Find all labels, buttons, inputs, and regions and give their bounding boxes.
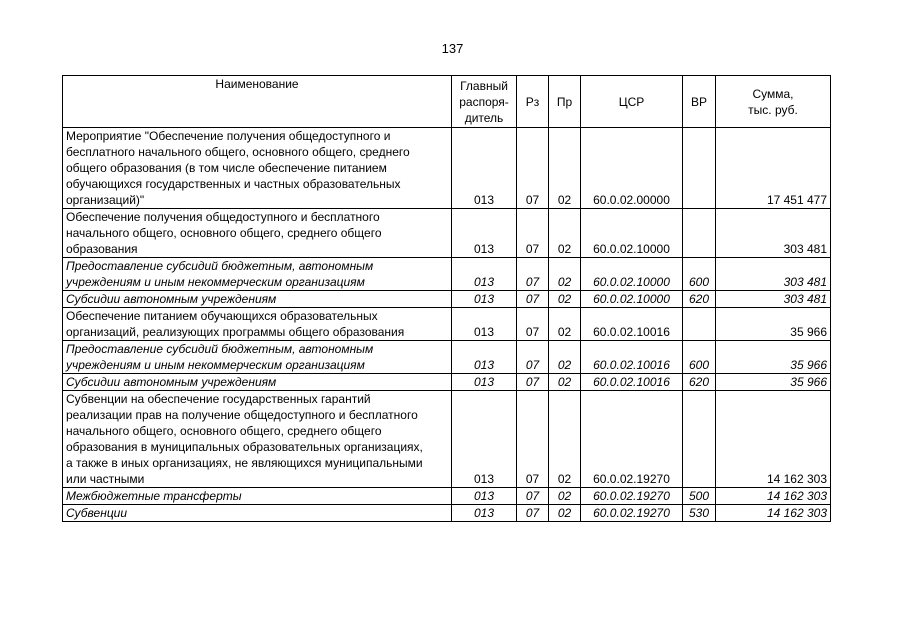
- cell-name-line: Субвенции: [66, 506, 128, 520]
- cell-name-line: учреждениям и иным некоммерческим организациям: [66, 358, 365, 372]
- table-row: [63, 374, 831, 391]
- cell-name: [63, 128, 452, 209]
- cell-name: [63, 308, 452, 341]
- cell-name-line: бесплатного начального общего, основного общего, среднего: [66, 145, 410, 159]
- cell-name-line: организаций, реализующих программы общего образования: [66, 325, 405, 339]
- cell-csr: 60.0.02.10000: [581, 291, 683, 308]
- table-row: [63, 308, 831, 341]
- cell-sum: 303 481: [716, 291, 831, 308]
- cell-csr: 60.0.02.19270: [581, 488, 683, 505]
- header-admin: [452, 76, 517, 128]
- header-sum-line: Сумма,: [752, 86, 794, 101]
- cell-name-line: реализации прав на получение общедоступного и бесплатного: [66, 408, 418, 422]
- cell-name-line: начального общего, основного общего, среднего общего: [66, 424, 382, 438]
- cell-name-line: а также в иных организациях, не являющихся муниципальными: [66, 456, 423, 470]
- cell-vr: 500: [683, 488, 716, 505]
- header-sum: [716, 76, 831, 128]
- header-admin-line: Главный: [460, 78, 508, 93]
- cell-name: [63, 209, 452, 258]
- cell-csr: 60.0.02.10016: [581, 374, 683, 391]
- cell-vr: [683, 391, 716, 488]
- header-csr: ЦСР: [581, 76, 683, 128]
- cell-vr: [683, 209, 716, 258]
- header-vr: ВР: [683, 76, 716, 128]
- page-number: 137: [441, 41, 464, 56]
- cell-admin: 013: [452, 505, 517, 522]
- cell-sum: 303 481: [716, 258, 831, 291]
- cell-name: [63, 291, 452, 308]
- cell-name-line: общего образования (в том числе обеспечение питанием: [66, 161, 387, 175]
- table-row: [63, 209, 831, 258]
- cell-admin: 013: [452, 374, 517, 391]
- cell-admin: 013: [452, 341, 517, 374]
- header-rz: Рз: [517, 76, 549, 128]
- cell-rz: 07: [517, 128, 549, 209]
- header-sum-line: тыс. руб.: [748, 102, 798, 117]
- cell-sum: 35 966: [716, 374, 831, 391]
- cell-name: [63, 341, 452, 374]
- cell-rz: 07: [517, 209, 549, 258]
- cell-pr: 02: [549, 391, 581, 488]
- cell-rz: 07: [517, 505, 549, 522]
- cell-vr: [683, 128, 716, 209]
- cell-name-line: или частными: [66, 472, 145, 486]
- cell-pr: 02: [549, 505, 581, 522]
- cell-sum: 14 162 303: [716, 488, 831, 505]
- cell-sum: 35 966: [716, 308, 831, 341]
- cell-name: [63, 258, 452, 291]
- cell-pr: 02: [549, 374, 581, 391]
- cell-vr: 620: [683, 374, 716, 391]
- table-row: [63, 391, 831, 488]
- cell-rz: 07: [517, 291, 549, 308]
- cell-name-line: образования в муниципальных образовательных организациях,: [66, 440, 423, 454]
- table-row: [63, 341, 831, 374]
- cell-name-line: Субвенции на обеспечение государственных гарантий: [66, 392, 371, 406]
- cell-name-line: начального общего, основного общего, среднего общего: [66, 226, 382, 240]
- cell-pr: 02: [549, 341, 581, 374]
- header-admin-line: дитель: [464, 110, 504, 125]
- cell-rz: 07: [517, 391, 549, 488]
- cell-admin: 013: [452, 391, 517, 488]
- cell-name-line: Обеспечение получения общедоступного и бесплатного: [66, 210, 380, 224]
- cell-admin: 013: [452, 258, 517, 291]
- cell-pr: 02: [549, 291, 581, 308]
- cell-pr: 02: [549, 209, 581, 258]
- budget-table: [62, 75, 831, 522]
- cell-csr: 60.0.02.10016: [581, 341, 683, 374]
- cell-admin: 013: [452, 209, 517, 258]
- cell-name-line: Межбюджетные трансферты: [66, 489, 242, 503]
- cell-sum: 17 451 477: [716, 128, 831, 209]
- cell-vr: 530: [683, 505, 716, 522]
- cell-name-line: Субсидии автономным учреждениям: [66, 292, 277, 306]
- cell-name: [63, 505, 452, 522]
- cell-name-line: Предоставление субсидий бюджетным, автономным: [66, 259, 374, 273]
- cell-name-line: организаций)": [66, 193, 145, 207]
- cell-rz: 07: [517, 308, 549, 341]
- cell-csr: 60.0.02.10016: [581, 308, 683, 341]
- cell-sum: 14 162 303: [716, 505, 831, 522]
- cell-pr: 02: [549, 488, 581, 505]
- table-body: [63, 128, 831, 522]
- cell-vr: 600: [683, 258, 716, 291]
- header-name: Наименование: [63, 76, 452, 128]
- cell-name-line: Субсидии автономным учреждениям: [66, 375, 277, 389]
- cell-pr: 02: [549, 308, 581, 341]
- cell-admin: 013: [452, 308, 517, 341]
- cell-csr: 60.0.02.19270: [581, 391, 683, 488]
- cell-vr: [683, 308, 716, 341]
- cell-name-line: образования: [66, 242, 138, 256]
- table-row: [63, 505, 831, 522]
- table-row: [63, 488, 831, 505]
- header-admin-line: распоря-: [459, 94, 509, 109]
- cell-name-line: обучающихся государственных и частных образовательных: [66, 177, 401, 191]
- cell-csr: 60.0.02.19270: [581, 505, 683, 522]
- cell-csr: 60.0.02.10000: [581, 209, 683, 258]
- cell-admin: 013: [452, 488, 517, 505]
- cell-rz: 07: [517, 374, 549, 391]
- cell-name-line: Предоставление субсидий бюджетным, автономным: [66, 342, 374, 356]
- cell-rz: 07: [517, 258, 549, 291]
- cell-vr: 620: [683, 291, 716, 308]
- cell-name-line: Мероприятие "Обеспечение получения общедоступного и: [66, 129, 391, 143]
- cell-sum: 35 966: [716, 341, 831, 374]
- cell-sum: 303 481: [716, 209, 831, 258]
- cell-name-line: Обеспечение питанием обучающихся образовательных: [66, 309, 378, 323]
- cell-vr: 600: [683, 341, 716, 374]
- cell-csr: 60.0.02.10000: [581, 258, 683, 291]
- table-row: [63, 258, 831, 291]
- cell-admin: 013: [452, 128, 517, 209]
- cell-name-line: учреждениям и иным некоммерческим организациям: [66, 275, 365, 289]
- header-pr: Пр: [549, 76, 581, 128]
- table-row: [63, 128, 831, 209]
- cell-admin: 013: [452, 291, 517, 308]
- cell-name: [63, 488, 452, 505]
- table-row: [63, 291, 831, 308]
- header-row: [63, 76, 831, 128]
- cell-pr: 02: [549, 258, 581, 291]
- cell-pr: 02: [549, 128, 581, 209]
- cell-csr: 60.0.02.00000: [581, 128, 683, 209]
- cell-name: [63, 391, 452, 488]
- cell-name: [63, 374, 452, 391]
- cell-rz: 07: [517, 488, 549, 505]
- cell-sum: 14 162 303: [716, 391, 831, 488]
- cell-rz: 07: [517, 341, 549, 374]
